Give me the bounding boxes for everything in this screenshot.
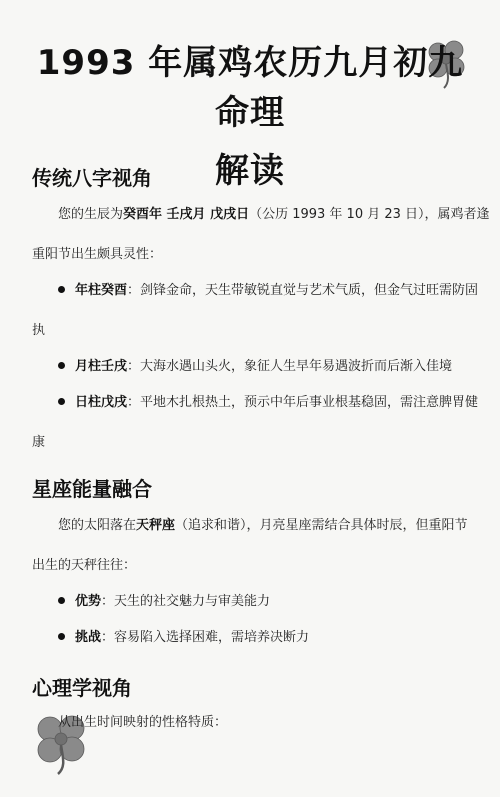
text: （公历 1993 年 10 月 23 日），属鸡者逢 [249,207,490,222]
paragraph [32,514,498,533]
title-line-2: 解读 [215,151,285,191]
list-item [58,391,478,410]
list-item-label: 挑战 [75,630,102,645]
list-item-text: ：大海水遇山头火，象征人生早年易遇波折而后渐入佳境 [127,359,453,374]
section-heading: 传统八字视角 [32,166,152,190]
bullet-icon [58,597,65,604]
list-item [58,279,478,298]
list-item-text: ：容易陷入选择困难，需培养决断力 [101,630,310,645]
section-heading: 星座能量融合 [32,477,152,501]
text: 您的太阳落在 [58,518,137,533]
bullet-icon [58,286,65,293]
list-item-continuation: 执 [32,323,46,338]
bullet-icon [58,398,65,405]
list-item [58,626,309,645]
paragraph: 从出生时间映射的性格特质： [58,715,228,730]
sign-emphasis: 天秤座 [136,518,176,533]
list-item-text: ：剑锋金命，天生带敏锐直觉与艺术气质，但金气过旺需防固 [127,283,479,298]
list-item [58,590,270,609]
list-item [58,355,452,374]
section-heading: 心理学视角 [32,676,132,700]
list-item-text: ：平地木扎根热土，预示中年后事业根基稳固，需注意脾胃健 [127,395,479,410]
paragraph-continuation: 重阳节出生颇具灵性： [32,247,163,262]
text: 您的生辰为 [58,207,124,222]
bazi-emphasis: 癸酉年 壬戌月 戊戌日 [123,207,250,222]
list-item-text: ：天生的社交魅力与审美能力 [101,594,271,609]
bullet-icon [58,362,65,369]
list-item-label: 优势 [75,594,102,609]
text: （追求和谐），月亮星座需结合具体时辰，但重阳节 [175,518,468,533]
list-item-continuation: 康 [32,435,46,450]
bullet-icon [58,633,65,640]
title-line-1: 1993 年属鸡农历九月初九命理 [36,43,464,133]
list-item-label: 月柱壬戌 [75,359,128,374]
list-item-label: 日柱戊戌 [75,395,128,410]
paragraph-continuation: 出生的天秤往往： [32,558,137,573]
paragraph [32,203,498,222]
list-item-label: 年柱癸酉 [75,283,128,298]
